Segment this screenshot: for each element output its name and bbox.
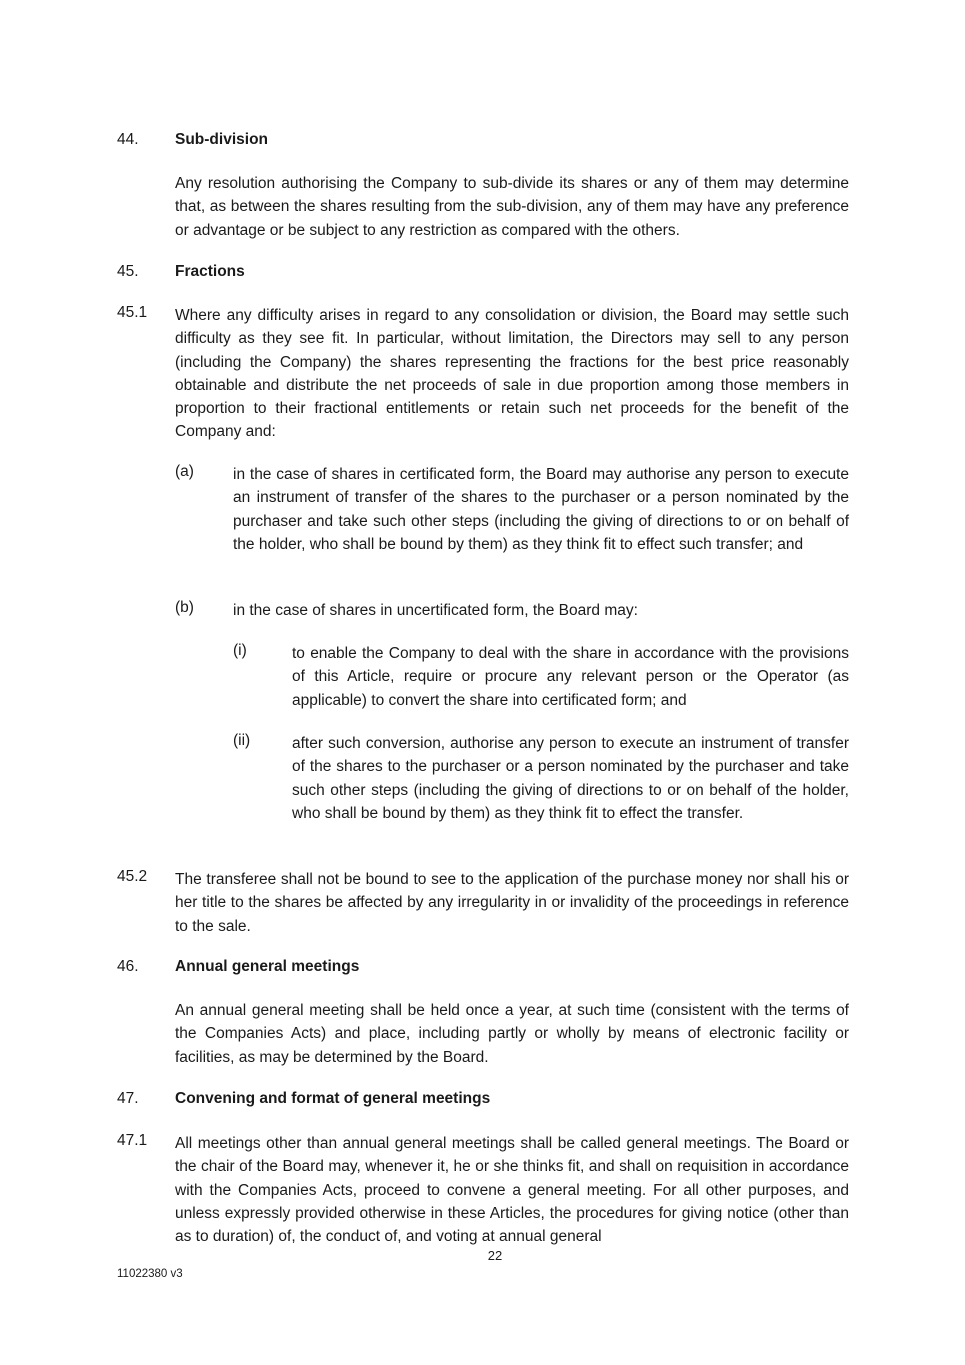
paragraph: The transferee shall not be bound to see to the application of the purchase money nor shall his or her title to the shares be affected by any irregularity in or invalidity of the proceedings in reference to the sale. [175, 871, 849, 935]
paragraph: to enable the Company to deal with the share in accordance with the provisions of this Article, require or procure any relevant person or the Operator (as applicable) to convert the share into certificated form; and [292, 645, 849, 709]
clause-number: 47.1 [117, 1132, 148, 1149]
section-title: Convening and format of general meetings [175, 1090, 491, 1107]
paragraph: An annual general meeting shall be held once a year, at such time (consistent with the terms of the Companies Acts) and place, including partly or wholly by means of electronic facility or facilities, as may be determined by the Board. [175, 1002, 849, 1066]
section-title: Fractions [175, 263, 245, 280]
paragraph: Where any difficulty arises in regard to any consolidation or division, the Board may settle such difficulty as they see fit. In particular, without limitation, the Directors may sell to any person (including the Company) the shares representing the fractions for the best price reasonably obtainable and distribute the net proceeds of sale in due proportion among those members in proportion to their fractional entitlements or retain such net proceeds for the benefit of the Company and: [175, 307, 849, 441]
clause-number: 45.2 [117, 868, 148, 885]
section-number: 46. [117, 958, 139, 975]
section-title: Sub-division [175, 131, 268, 148]
document-reference: 11022380 v3 [117, 1268, 183, 1280]
section-number: 45. [117, 263, 139, 280]
paragraph: in the case of shares in certificated form, the Board may authorise any person to execute an instrument of transfer of the shares to the purchaser or a person nominated by the purchaser and take such other steps (including the giving of directions to or on behalf of the holder, who shall be bound by them) as they think fit to effect such transfer; and [233, 466, 849, 553]
page-number: 22 [487, 1248, 503, 1263]
paragraph: in the case of shares in uncertificated form, the Board may: [233, 602, 638, 619]
section-title: Annual general meetings [175, 958, 360, 975]
section-number: 44. [117, 131, 139, 148]
subclause-label: (ii) [233, 732, 251, 749]
paragraph: All meetings other than annual general meetings shall be called general meetings. The Board or the chair of the Board may, whenever it, he or she thinks fit, and shall on requisition in accordance with the Companies Acts, proceed to convene a general meeting. For all other purposes, and unless expressly provided otherwise in these Articles, the procedures for giving notice (other than as to duration) of, the conduct of, and voting at annual general [175, 1135, 849, 1246]
section-number: 47. [117, 1090, 139, 1107]
clause-number: 45.1 [117, 304, 148, 321]
paragraph: Any resolution authorising the Company to sub-divide its shares or any of them may determine that, as between the shares resulting from the sub-division, any of them may have any preference or advantage or be subject to any restriction as compared with the others. [175, 175, 849, 239]
paragraph: after such conversion, authorise any person to execute an instrument of transfer of the shares to the purchaser or a person nominated by the purchaser and take such other steps (including the giving of directions to or on behalf of the holder, who shall be bound by them) as they think fit to effect the transfer. [292, 735, 849, 822]
subclause-label: (a) [175, 463, 194, 480]
subclause-label: (b) [175, 599, 194, 616]
subclause-label: (i) [233, 642, 247, 659]
